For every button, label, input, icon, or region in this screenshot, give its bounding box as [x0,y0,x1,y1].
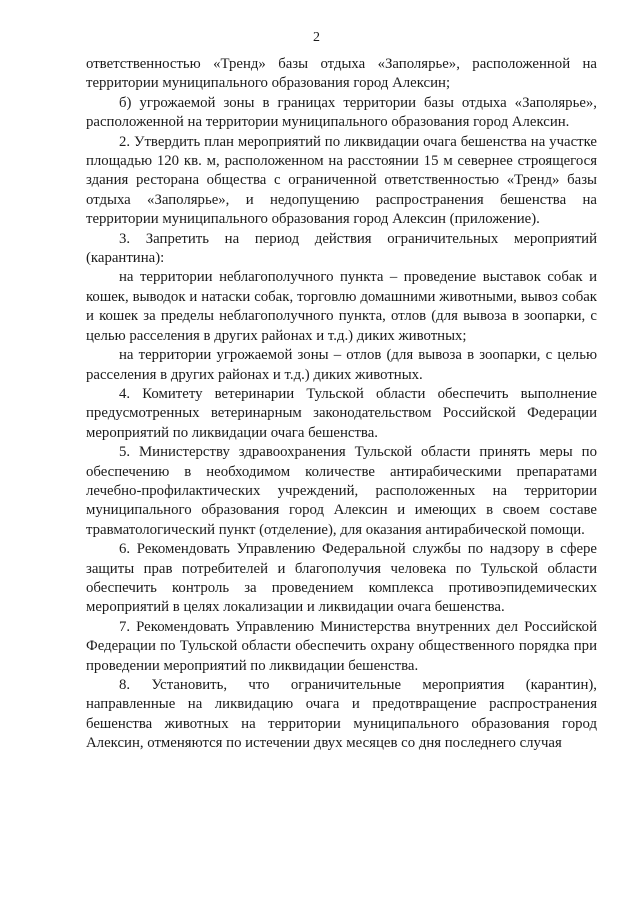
paragraph-item-3-threatened-zone: на территории угрожаемой зоны – отлов (для вывоза в зоопарки, с целью расселения в других районах и т.д.) диких животных. [86,347,597,383]
paragraph-item-5: 5. Министерству здравоохранения Тульской области принять меры по обеспечению в необходимом количестве антирабическими препаратами лечебно-профилактических учреждений, расположенных на территории муниципального образования город Алексин и имеющих в своем составе травматологический пункт (отделение), для оказания антирабической помощи. [86,444,597,538]
page-number: 2 [313,30,320,45]
paragraph-continuation: ответственностью «Тренд» базы отдыха «Заполярье», расположенной на территории муниципального образования город Алексин; [86,56,597,92]
paragraph-item-3: 3. Запретить на период действия ограничительных мероприятий (карантина): [86,230,597,267]
paragraph-item-6: 6. Рекомендовать Управлению Федеральной службы по надзору в сфере защиты прав потребителей и благополучия человека по Тульской области обеспечить контроль за проведением комплекса противоэпидемических мероприятий в целях локализации и ликвидации очага бешенства. [86,541,597,616]
paragraph-threatened-zone: б) угрожаемой зоны в границах территории базы отдыха «Заполярье», расположенной на территории муниципального образования город Алексин. [86,94,597,131]
paragraph-item-4: 4. Комитету ветеринарии Тульской области обеспечить выполнение предусмотренных ветеринарным законодательством Российской Федерации мероприятий по ликвидации очага бешенства. [86,385,597,441]
paragraph-item-2: 2. Утвердить план мероприятий по ликвидации очага бешенства на участке площадью 120 кв. м, расположенном на расстоянии 15 м севернее строящегося здания ресторана общества с ограниченной ответственностью «Тренд» базы отдыха «Заполярье», и недопущению распространения бешенства на территории муниципального образования город Алексин (приложение). [86,133,597,228]
document-body [86,55,597,754]
paragraph-item-3-affected-point: на территории неблагополучного пункта – проведение выставок собак и кошек, выводок и натаски собак, торговлю домашними животными, вывоз собак и кошек за пределы неблагополучного пункта, отлов (для вывоза в зоопарки, с целью расселения в других районах и т.д.) диких животных; [86,269,597,344]
paragraph-item-7: 7. Рекомендовать Управлению Министерства внутренних дел Российской Федерации по Тульской области обеспечить охрану общественного порядка при проведении мероприятий по ликвидации бешенства. [86,618,597,674]
paragraph-item-8: 8. Установить, что ограничительные мероприятия (карантин), направленные на ликвидацию очага и предотвращение распространения бешенства животных на территории муниципального образования город Алексин, отменяются по истечении двух месяцев со дня последнего случая [86,677,597,752]
